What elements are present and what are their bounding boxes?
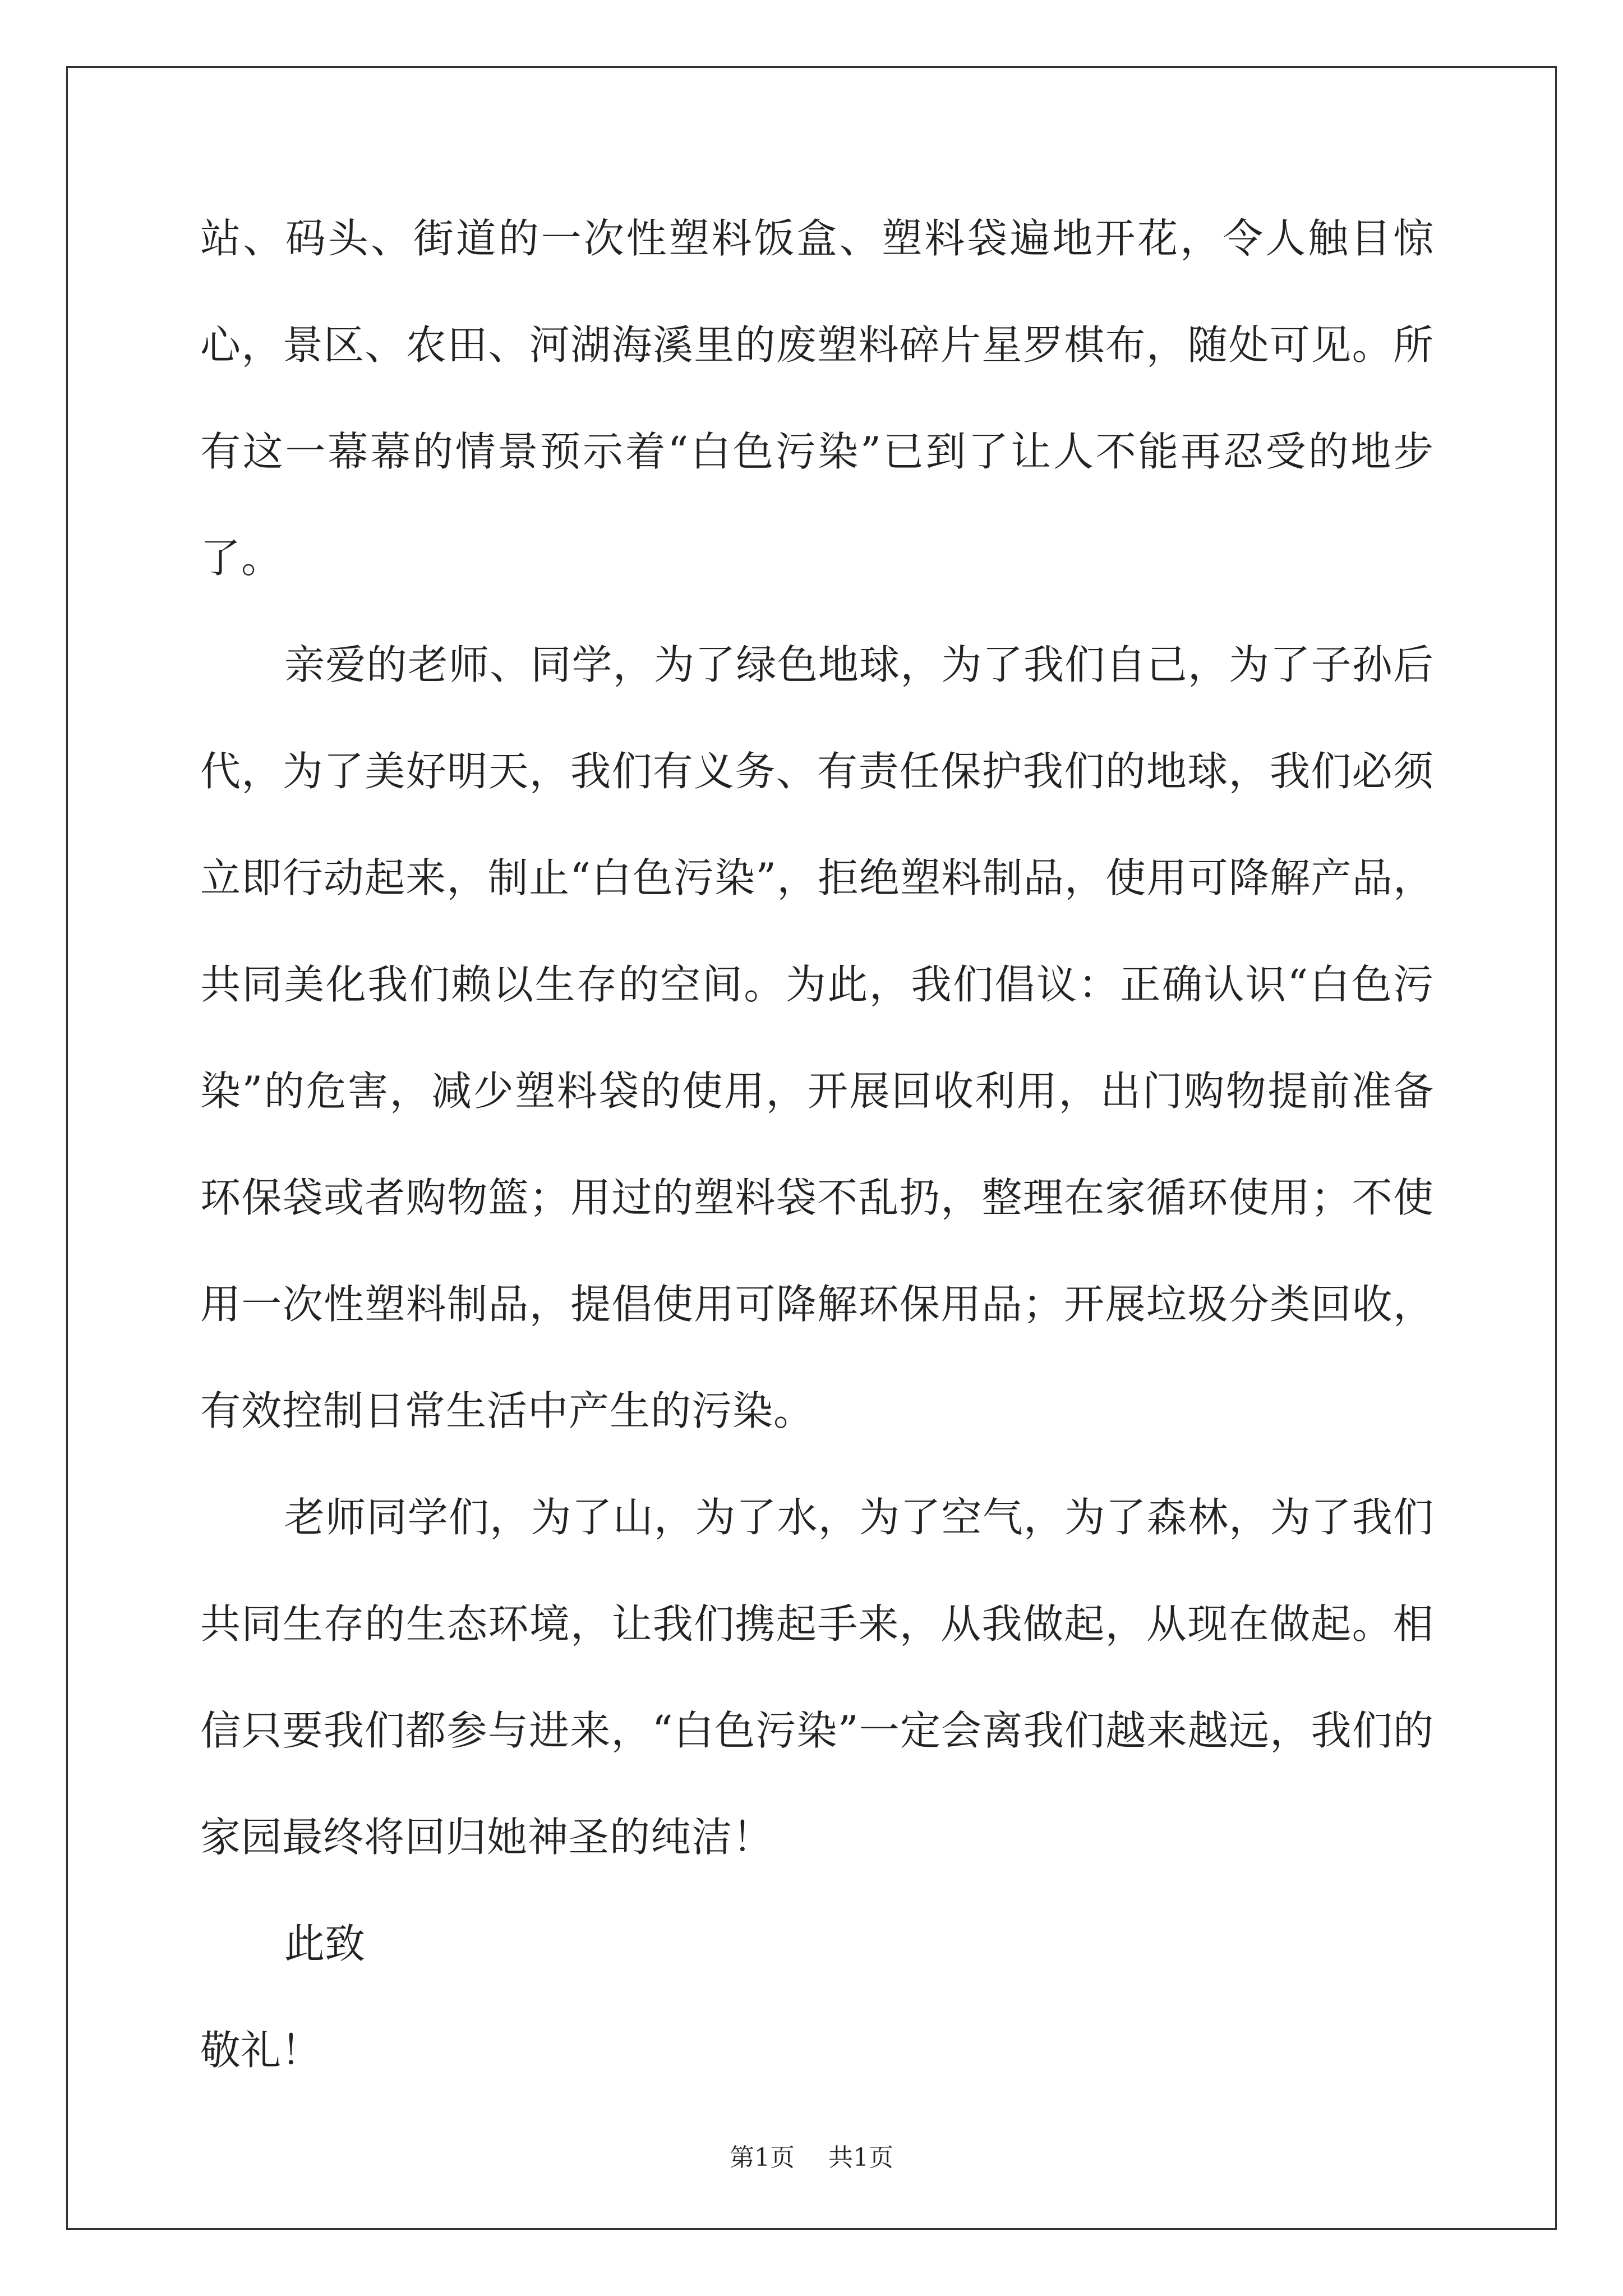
- paragraph-1: 站、码头、街道的一次性塑料饭盒、塑料袋遍地开花，令人触目惊心，景区、农田、河湖海溪里的废塑料碎片星罗棋布，随处可见。所有这一幕幕的情景预示着“白色污染”已到了让人不能再忍受的地步了。: [200, 215, 1434, 582]
- paragraph-2: 亲爱的老师、同学，为了绿色地球，为了我们自己，为了子孙后代，为了美好明天，我们有义务、有责任保护我们的地球，我们必须立即行动起来，制止“白色污染”，拒绝塑料制品，使用可降解产品，共同美化我们赖以生存的空间。为此，我们倡议：正确认识“白色污染”的危害，减少塑料袋的使用，开展回收利用，出门购物提前准备环保袋或者购物篮；用过的塑料袋不乱扔，整理在家循环使用；不使用一次性塑料制品，提倡使用可降解环保用品；开展垃圾分类回收，有效控制日常生活中产生的污染。: [200, 641, 1434, 1434]
- page-number-current: 第1页: [730, 2143, 795, 2172]
- paragraph-3: 老师同学们，为了山，为了水，为了空气，为了森林，为了我们共同生存的生态环境，让我们携起手来，从我做起，从现在做起。相信只要我们都参与进来，“白色污染”一定会离我们越来越远，我们的家园最终将回归她神圣的纯洁！: [200, 1494, 1434, 1861]
- document-body: [200, 185, 1434, 2104]
- page-number-total: 共1页: [828, 2143, 893, 2172]
- page-footer: [0, 2137, 1623, 2173]
- closing-regards: 敬礼！: [200, 2027, 322, 2074]
- closing-salutation: 此致: [284, 1920, 366, 1967]
